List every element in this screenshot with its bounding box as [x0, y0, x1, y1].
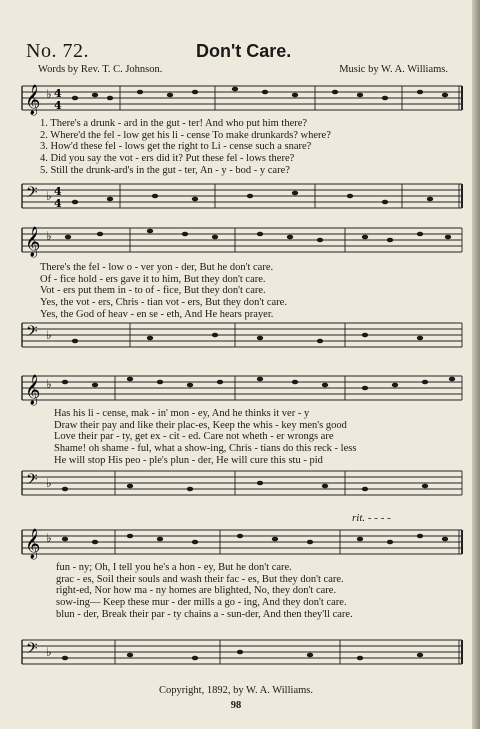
svg-text:♭: ♭ — [46, 476, 52, 490]
svg-text:𝄢: 𝄢 — [26, 640, 38, 661]
ritardando-marking: rit. - - - - — [352, 512, 391, 524]
verse-line: 2. Where'd the fel - low get his li - cense To make drunkards? where? — [40, 129, 331, 141]
treble-staff — [20, 220, 464, 260]
lyrics-block-4 — [56, 562, 474, 620]
svg-text:4: 4 — [54, 185, 62, 198]
verse-line: Draw their pay and like their plac-es, Keep the whis - key men's good — [54, 419, 347, 431]
svg-text:𝄞: 𝄞 — [25, 529, 41, 559]
svg-text:4: 4 — [54, 99, 62, 112]
verse-line: right-ed, Nor how ma - ny homes are blighted, No, they don't care. — [56, 585, 337, 597]
svg-text:♭: ♭ — [46, 328, 52, 342]
words-credit: Words by Rev. T. C. Johnson. — [38, 64, 163, 75]
verse-line: Has his li - cense, mak - in' mon - ey, And he thinks it ver - y — [54, 408, 310, 419]
credits-line — [38, 64, 448, 78]
music-system-2 — [20, 220, 464, 350]
bass-staff — [20, 178, 464, 214]
svg-text:4: 4 — [54, 87, 62, 100]
bass-staff — [20, 320, 464, 350]
svg-text:𝄞: 𝄞 — [25, 227, 41, 257]
svg-text:♭: ♭ — [46, 645, 52, 659]
verse-line: 3. How'd these fel - lows get the right to Li - cense such a snare? — [40, 141, 312, 153]
svg-text:♭: ♭ — [46, 189, 52, 203]
verse-line: grac - es, Soil their souls and wash their fac - es, But they don't care. — [56, 573, 344, 585]
svg-text:♭: ♭ — [46, 87, 52, 101]
verse-line: Love their par - ty, get ex - cit - ed. Care not wheth - er wrongs are — [54, 431, 334, 443]
music-system-4 — [20, 512, 464, 684]
svg-text:𝄢: 𝄢 — [26, 184, 38, 205]
svg-text:♭: ♭ — [46, 377, 52, 391]
verse-line: Yes, the vot - ers, Chris - tian vot - ers, But they don't care. — [40, 297, 287, 309]
verse-line: He will stop His peo - ple's plun - der, He will cure this stu - pid — [54, 454, 323, 466]
svg-text:𝄢: 𝄢 — [26, 471, 38, 492]
copyright-notice: Copyright, 1892, by W. A. Williams. — [159, 685, 313, 696]
svg-text:𝄞: 𝄞 — [25, 375, 41, 405]
treble-staff — [20, 78, 464, 118]
music-credit: Music by W. A. Williams. — [339, 64, 448, 75]
verse-line: 5. Still the drunk-ard's in the gut - ter, An - y - bod - y care? — [40, 164, 290, 176]
page-number: 98 — [230, 700, 242, 711]
verse-line: There's the fel - low o - ver yon - der, But he don't care. — [40, 262, 274, 273]
hymn-number: No. 72. — [26, 40, 89, 62]
verse-line: 1. There's a drunk - ard in the gut - ter! And who put him there? — [40, 118, 308, 129]
svg-text:4: 4 — [54, 197, 62, 210]
music-system-1 — [20, 78, 464, 218]
verse-line: Of - fice hold - ers gave it to him, But they don't care. — [40, 273, 266, 285]
svg-text:♭: ♭ — [46, 229, 52, 243]
verse-line: Yes, the God of heav - en se - eth, And He hears prayer. — [40, 308, 274, 320]
verse-line: 4. Did you say the vot - ers did it? Put these fel - lows there? — [40, 153, 295, 165]
hymn-header — [26, 40, 456, 64]
treble-staff — [20, 522, 464, 562]
music-system-3 — [20, 368, 464, 500]
svg-text:♭: ♭ — [46, 531, 52, 545]
verse-line: blun - der, Break their par - ty chains a - sun-der, And then they'll care. — [56, 608, 353, 620]
lyrics-block-1 — [40, 118, 480, 176]
bass-staff — [20, 468, 464, 500]
lyrics-block-2 — [40, 262, 480, 320]
verse-line: Shame! oh shame - ful, what a show-ing, Chris - tians do this reck - less — [54, 443, 357, 455]
svg-text:𝄞: 𝄞 — [25, 85, 41, 115]
verse-line: fun - ny; Oh, I tell you he's a hon - ey, But he don't care. — [56, 562, 292, 573]
bass-staff — [20, 622, 464, 682]
treble-staff — [20, 368, 464, 408]
hymn-title: Don't Care. — [196, 41, 292, 61]
svg-text:𝄢: 𝄢 — [26, 323, 38, 344]
verse-line: sow-ing— Keep these mur - der mills a go - ing, And they don't care. — [56, 597, 347, 609]
verse-line: Vot - ers put them in - to of - fice, But they don't care. — [40, 285, 266, 297]
lyrics-block-3 — [54, 408, 474, 466]
